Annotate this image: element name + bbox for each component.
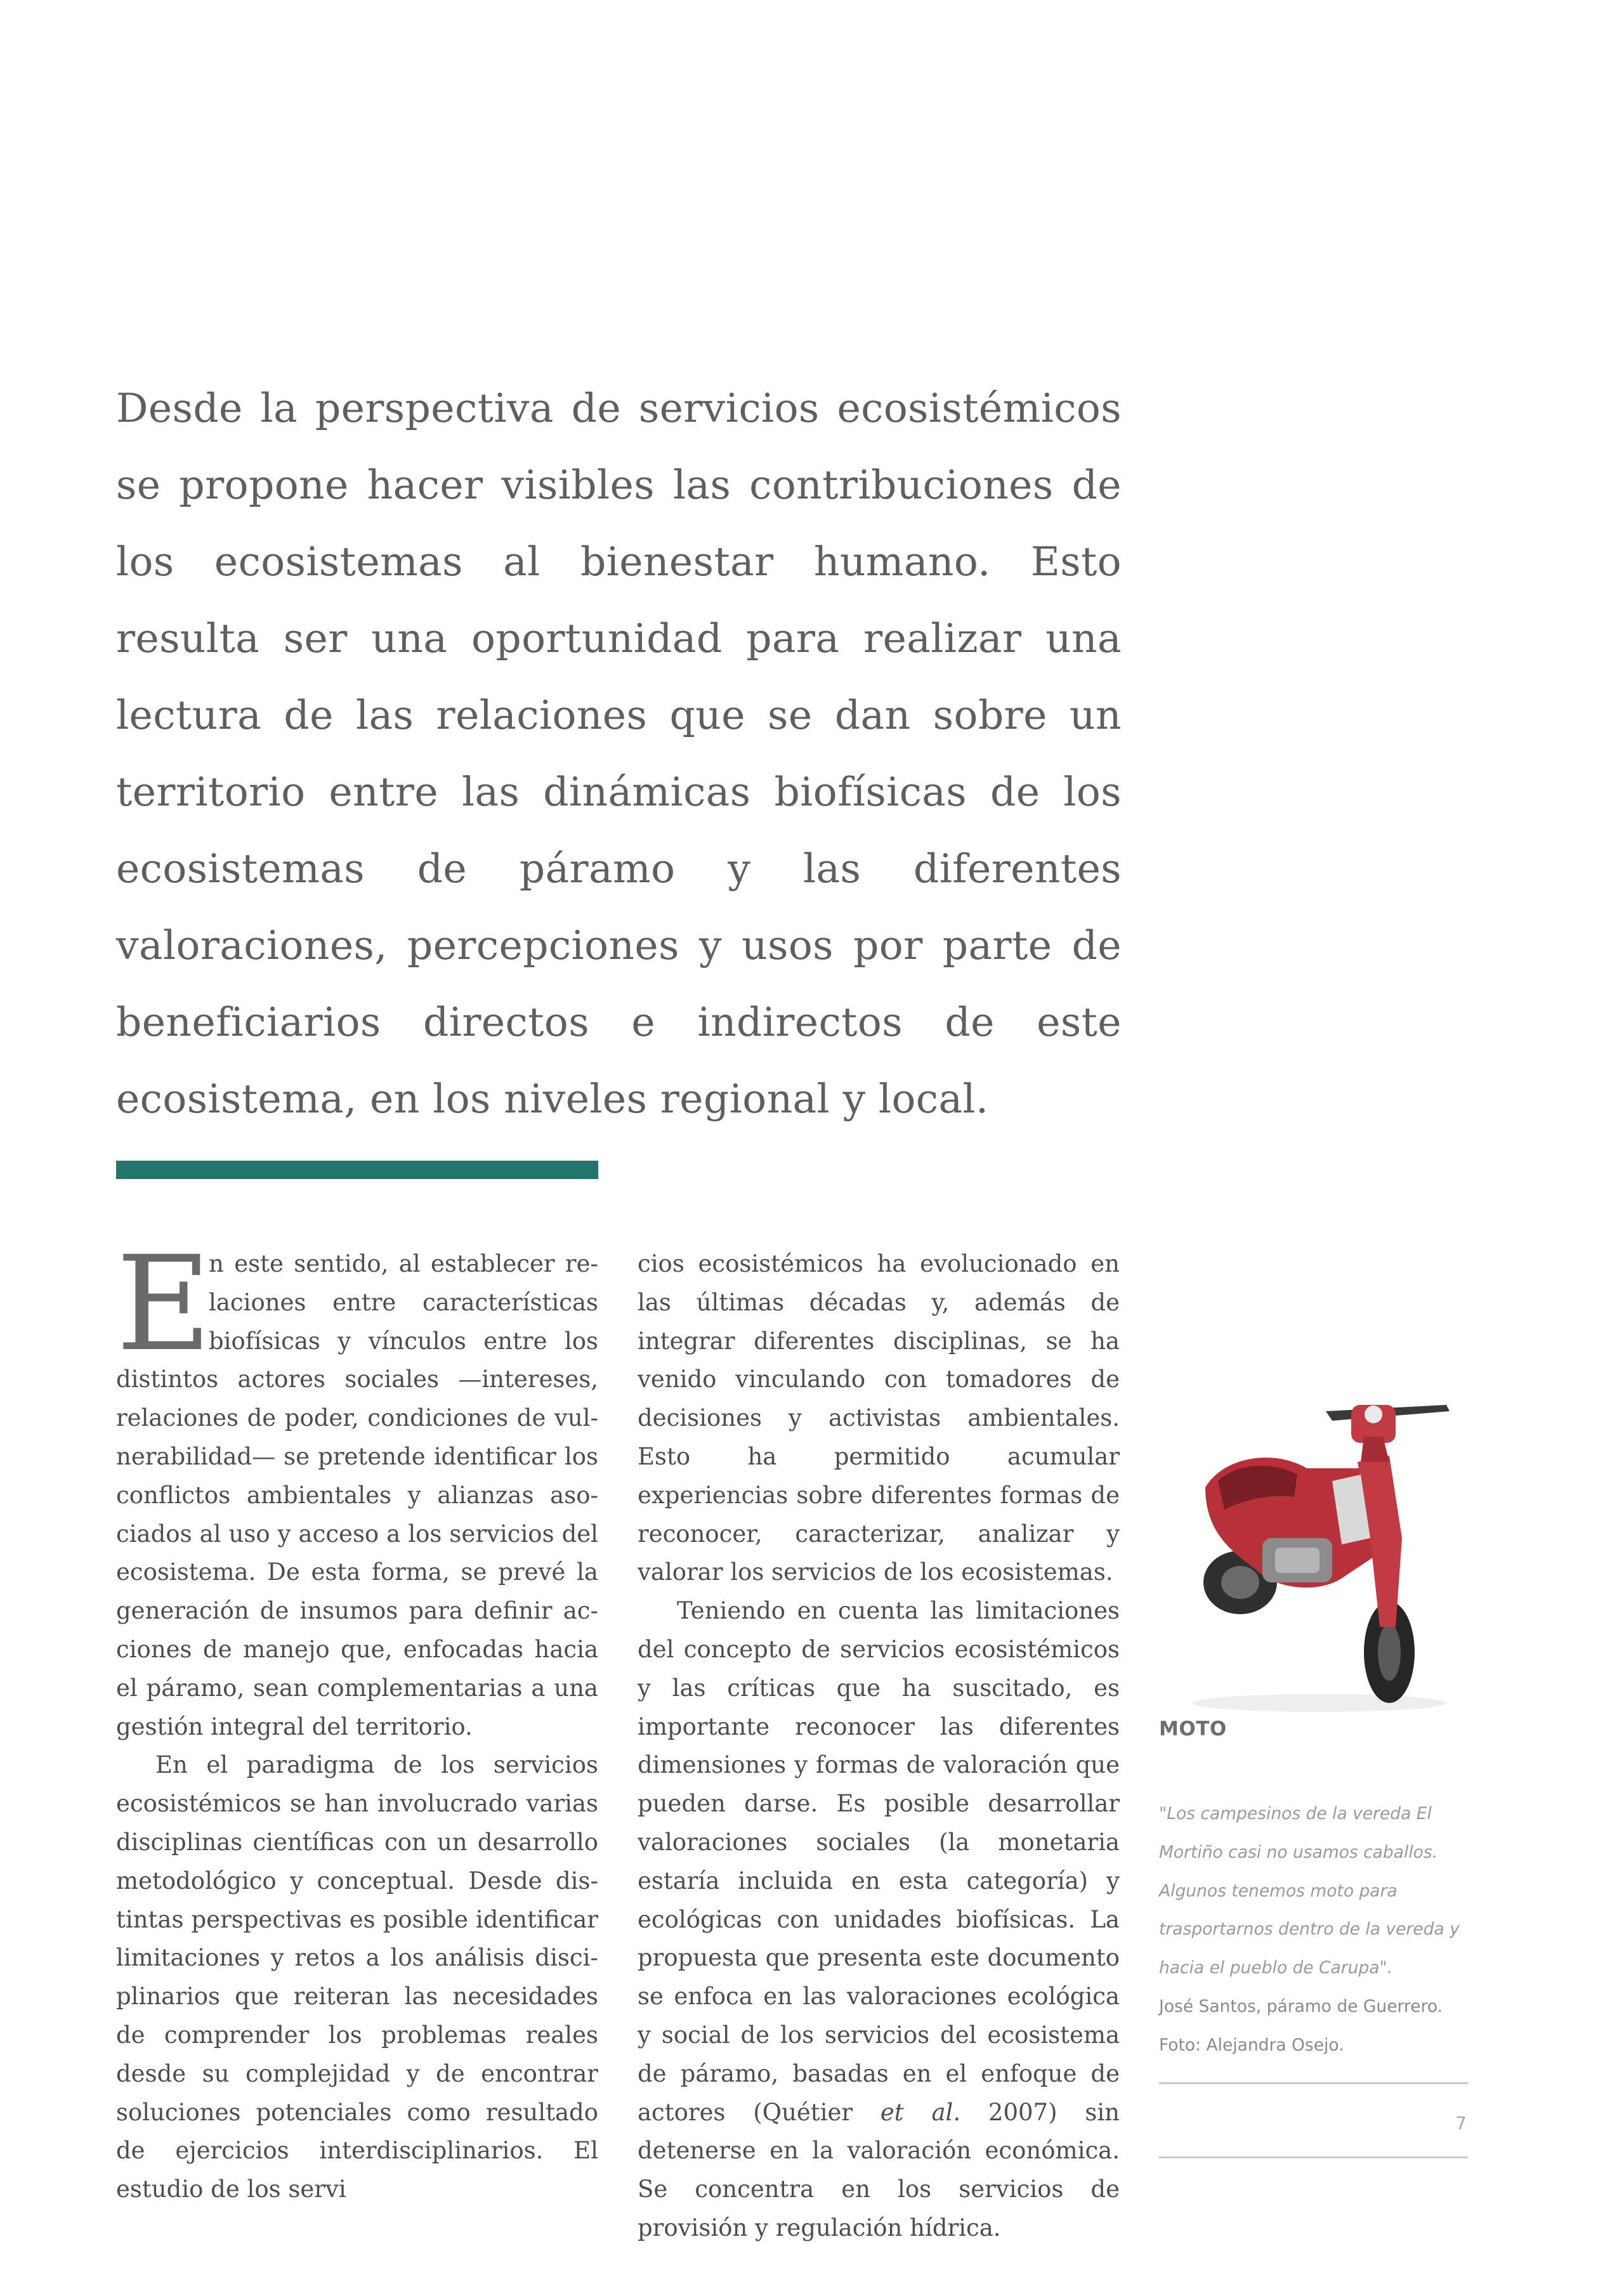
paragraph-text: 2007) sin detenerse en la valoración económica. Se concentra en los servicios de provisión y regulación hídrica. [638,2098,1120,2241]
page-number: 7 [1455,2113,1467,2134]
drop-cap: E [116,1228,212,1380]
photo-quote: "Los campesinos de la vereda El Mortiño casi no usamos caballos. Algunos tenemos moto para trasportarnos dentro de la vereda y hacia el pueblo de Carupa". [1159,1804,1460,1978]
intro-paragraph: Desde la perspectiva de servicios ecosistémicos se propone hacer visibles las contribuciones de los ecosistemas al bienestar humano. Esto resulta ser una oportunidad para realizar una lectura de las relaciones que se dan sobre un territorio entre las dinámicas biofísicas de los ecosistemas de páramo y las diferentes valoraciones, percepciones y usos por parte de beneficiarios directos e indirectos de este ecosistema, en los niveles regional y local. [116,385,1122,1122]
body-column-right [638,1245,1120,2248]
sidebar-rule-top [1159,2082,1468,2084]
paragraph [638,1592,1120,2248]
paragraph-text: n este sentido, al establecer relaciones entre características biofísicas y vínculos entre los distintos actores sociales —intereses, relaciones de poder, condiciones de vulnerabilidad— se pretende identificar los conflictos ambientales y alianzas asociados al uso y acceso a los servicios del ecosistema. De esta forma, se prevé la generación de insumos para definir acciones de manejo que, enfocadas hacia el páramo, sean complementarias a una gestión integral del territorio. [116,1250,598,1740]
quote-author: José Santos, páramo de Guerrero. [1159,1997,1443,2016]
paragraph-text: Teniendo en cuenta las limitaciones del concepto de servicios ecosistémicos y las críticas que ha suscitado, es importante reconocer las diferentes dimensiones y formas de valoración que pueden darse. Es posible desarrollar valoraciones sociales (la monetaria estaría incluida en esta categoría) y ecológicas con unidades biofísicas. La propuesta que presenta este documento se enfoca en las valoraciones ecológica y social de los servicios del ecosistema de páramo, basadas en el enfoque de actores (Quétier [638,1597,1120,2126]
paragraph: cios ecosistémicos ha evolucionado en las últimas décadas y, además de integrar diferentes disciplinas, se ha venido vinculando con tomadores de decisiones y activistas ambientales. Esto ha permitido acumular experiencias sobre diferentes formas de reconocer, caracterizar, analizar y valorar los servicios de los ecosistemas. [638,1250,1120,1586]
accent-divider [116,1161,598,1179]
sidebar-rule-bottom [1159,2156,1468,2158]
paragraph [116,1228,598,1746]
photo-credit: Foto: Alejandra Osejo. [1159,2035,1344,2055]
motorcycle-photo [1180,1386,1459,1716]
body-column-left [116,1228,598,2209]
citation-italic: et al. [880,2098,961,2126]
paragraph: En el paradigma de los servicios ecosistémicos se han involucrado varias disciplinas científicas con un desarrollo metodológico y conceptual. Desde distintas perspectivas es posible identificar limitaciones y retos a los análisis disciplinarios que reiteran las necesidades de comprender los problemas reales desde su complejidad y de encontrar soluciones potenciales como resultado de ejercicios interdisciplinarios. El estudio de los servi [116,1751,598,2203]
photo-label: MOTO [1159,1718,1227,1740]
